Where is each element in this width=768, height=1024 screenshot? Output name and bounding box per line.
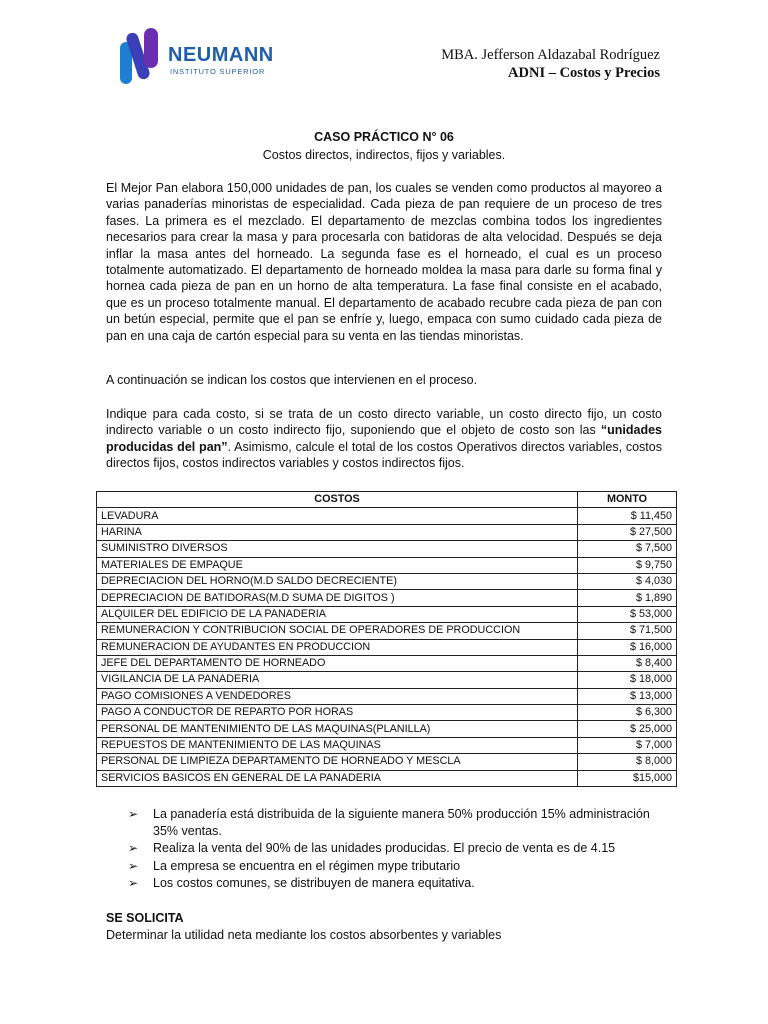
cost-name: SUMINISTRO DIVERSOS [97,541,578,557]
header-monto: MONTO [578,492,677,508]
paragraph-costs-intro: A continuación se indican los costos que intervienen en el proceso. [106,373,478,387]
list-item-text: La panadería está distribuida de la siguiente manera 50% producción 15% administración 35% ventas. [153,807,650,839]
request-heading: SE SOLICITA [106,911,184,925]
logo-subtitle: INSTITUTO SUPERIOR [170,67,266,76]
course-name: ADNI – Costos y Precios [508,65,660,81]
cost-amount: $ 6,300 [578,705,677,721]
request-section [106,910,501,944]
cost-amount: $ 27,500 [578,524,677,540]
cost-amount: $ 8,000 [578,754,677,770]
cost-amount: $15,000 [578,770,677,786]
document-title [0,128,768,164]
list-item [128,840,668,857]
table-row [97,573,677,589]
cost-name: JEFE DEL DEPARTAMENTO DE HORNEADO [97,655,578,671]
table-row [97,655,677,671]
neumann-logo [118,28,288,86]
list-item [128,875,668,892]
cost-name: VIGILANCIA DE LA PANADERIA [97,672,578,688]
instructions-cost-object: “unidades producidas del pan” [106,423,662,454]
table-row [97,590,677,606]
logo-wordmark: NEUMANN [168,44,274,66]
paragraph-instructions [106,406,662,472]
cost-name: PERSONAL DE MANTENIMIENTO DE LAS MAQUINAS(PLANILLA) [97,721,578,737]
table-row [97,737,677,753]
table-row [97,721,677,737]
list-item [128,858,668,875]
cost-amount: $ 9,750 [578,557,677,573]
table-row [97,672,677,688]
cost-name: PAGO COMISIONES A VENDEDORES [97,688,578,704]
cost-name: DEPRECIACION DE BATIDORAS(M.D SUMA DE DIGITOS ) [97,590,578,606]
table-row [97,623,677,639]
request-text: Determinar la utilidad neta mediante los costos absorbentes y variables [106,928,502,942]
cost-name: DEPRECIACION DEL HORNO(M.D SALDO DECRECIENTE) [97,573,578,589]
cost-name: PAGO A CONDUCTOR DE REPARTO POR HORAS [97,705,578,721]
cost-name: REPUESTOS DE MANTENIMIENTO DE LAS MAQUINAS [97,737,578,753]
list-item-text: Los costos comunes, se distribuyen de manera equitativa. [153,875,475,890]
cost-name: PERSONAL DE LIMPIEZA DEPARTAMENTO DE HORNEADO Y MESCLA [97,754,578,770]
table-row [97,557,677,573]
cost-name: REMUNERACION DE AYUDANTES EN PRODUCCION [97,639,578,655]
cost-name: HARINA [97,524,578,540]
list-item-text: La empresa se encuentra en el régimen mype tributario [153,858,461,873]
paragraph-intro: El Mejor Pan elabora 150,000 unidades de pan, los cuales se venden como productos al mayoreo a varias panaderías minoristas de especialidad. Cada pieza de pan requiere de un proceso de tres fases. La primera es el mezclado. El departamento de mezclas combina todos los ingredientes necesarios para crear la masa y para procesarla con batidoras de alta velocidad. Después se deja inflar la masa antes del horneado. La segunda fase es el horneado, el cual es un proceso totalmente automatizado. El departamento de horneado moldea la masa para darle su forma final y hornea cada pieza de pan en un horno de alta temperatura. La fase final consiste en el acabado, que es un proceso totalmente manual. El departamento de acabado recubre cada pieza de pan con un betún especial, permite que el pan se enfríe y, luego, empaca con sumo cuidado cada pieza de pan en una caja de cartón especial para su venta en las tiendas minoristas. [106,181,662,343]
case-title: CASO PRÁCTICO N° 06 [314,130,454,144]
neumann-logo-icon [118,28,164,86]
table-header-row [97,492,677,508]
table-row [97,770,677,786]
case-subtitle: Costos directos, indirectos, fijos y variables. [262,148,506,162]
header-author-block [441,46,660,82]
list-item-text: Realiza la venta del 90% de las unidades producidas. El precio de venta es de 4.15 [153,841,616,856]
cost-amount: $ 4,030 [578,573,677,589]
arrow-bullet-icon: ➢ [128,875,139,890]
table-row [97,524,677,540]
cost-amount: $ 8,400 [578,655,677,671]
table-row [97,705,677,721]
cost-amount: $ 18,000 [578,672,677,688]
cost-amount: $ 13,000 [578,688,677,704]
cost-amount: $ 7,500 [578,541,677,557]
arrow-bullet-icon: ➢ [128,858,139,873]
cost-name: REMUNERACION Y CONTRIBUCION SOCIAL DE OPERADORES DE PRODUCCION [97,623,578,639]
cost-amount: $ 11,450 [578,508,677,524]
cost-amount: $ 25,000 [578,721,677,737]
cost-amount: $ 16,000 [578,639,677,655]
cost-amount: $ 1,890 [578,590,677,606]
arrow-bullet-icon: ➢ [128,841,139,856]
costs-table [96,491,677,787]
table-row [97,688,677,704]
cost-amount: $ 53,000 [578,606,677,622]
cost-amount: $ 71,500 [578,623,677,639]
list-item [128,806,668,840]
header-costos: COSTOS [97,492,578,508]
instructions-text-a: Indique para cada costo, si se trata de un costo directo variable, un costo directo fijo, un costo indirecto variable o un costo indirecto fijo, suponiendo que el objeto de costo son las [106,407,662,438]
cost-amount: $ 7,000 [578,737,677,753]
table-row [97,541,677,557]
cost-name: SERVICIOS BASICOS EN GENERAL DE LA PANADERIA [97,770,578,786]
instructions-text-b: . Asimismo, calcule el total de los costos Operativos directos variables, costos directos fijos, costos indirectos variables y costos indirectos fijos. [106,439,662,471]
table-row [97,754,677,770]
cost-name: LEVADURA [97,508,578,524]
arrow-bullet-icon: ➢ [128,807,139,821]
table-row [97,639,677,655]
conditions-list [128,806,668,892]
table-row [97,606,677,622]
table-row [97,508,677,524]
cost-name: MATERIALES DE EMPAQUE [97,557,578,573]
author-name: MBA. Jefferson Aldazabal Rodríguez [441,47,660,63]
cost-name: ALQUILER DEL EDIFICIO DE LA PANADERIA [97,606,578,622]
